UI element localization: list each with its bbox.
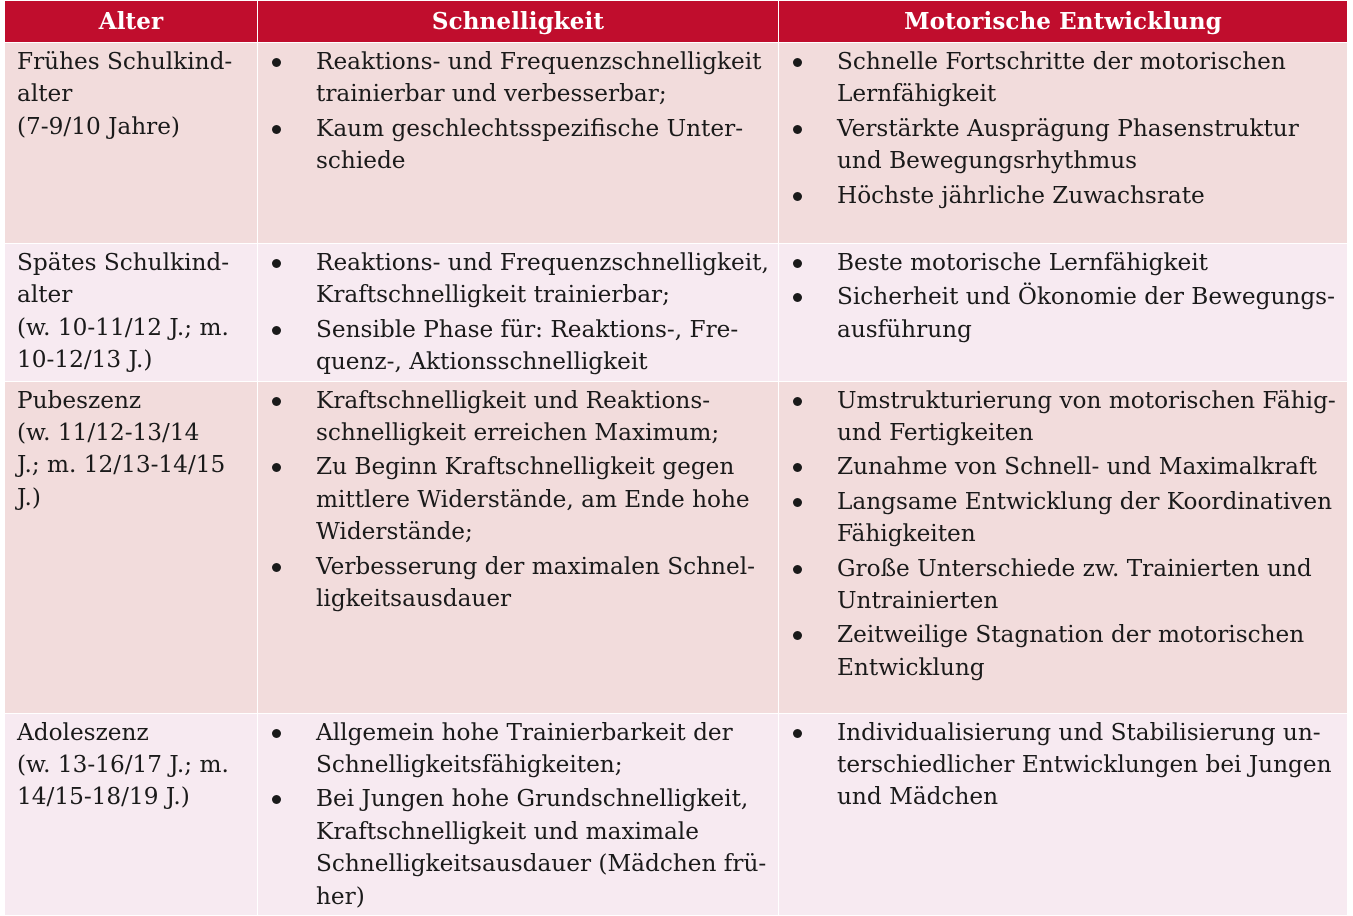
header-age: Alter bbox=[5, 1, 258, 43]
header-motor-development: Motorische Entwicklung bbox=[779, 1, 1348, 43]
list-item bbox=[793, 46, 1343, 111]
bullet-icon bbox=[793, 293, 802, 302]
speed-list bbox=[272, 46, 774, 178]
age-cell bbox=[5, 244, 258, 382]
header-speed: Schnelligkeit bbox=[258, 1, 779, 43]
bullet-icon bbox=[793, 58, 802, 67]
development-table bbox=[4, 0, 1348, 916]
list-item-text: Individualisierung und Stabilisierung unterschiedlicher Entwicklungen bei Jungen und Mädchen bbox=[837, 718, 1332, 811]
motor-list bbox=[793, 46, 1343, 212]
list-item bbox=[272, 551, 774, 616]
age-line: (w. 11/12-13/14 bbox=[17, 419, 200, 447]
bullet-icon bbox=[793, 463, 802, 472]
list-item-text: Große Unterschiede zw. Trainierten und Untrainierten bbox=[837, 554, 1312, 615]
age-cell bbox=[5, 43, 258, 244]
list-item-text: Beste motorische Lernfähigkeit bbox=[837, 249, 1208, 276]
table-header-row bbox=[5, 1, 1348, 43]
age-cell bbox=[5, 713, 258, 915]
list-item bbox=[793, 553, 1343, 618]
list-item-text: Umstrukturierung von motorischen Fähig- und Fertigkeiten bbox=[837, 386, 1336, 447]
bullet-icon bbox=[272, 58, 281, 67]
list-item-text: Reaktions- und Frequenzschnelligkeit, Kraftschnelligkeit trainierbar; bbox=[316, 249, 769, 309]
speed-list bbox=[272, 247, 774, 379]
list-item-text: Allgemein hohe Trainierbarkeit der Schnelligkeitsfähigkeiten; bbox=[316, 718, 733, 779]
speed-cell bbox=[258, 713, 779, 915]
age-line: Pubeszenz bbox=[17, 386, 142, 414]
list-item-text: Bei Jungen hohe Grundschnelligkeit, Kraftschnelligkeit und maximale Schnelligkeitsausdauer (Mädchen früher) bbox=[316, 785, 767, 910]
bullet-icon bbox=[272, 795, 281, 804]
list-item-text: Kraftschnelligkeit und Reaktionsschnelligkeit erreichen Maximum; bbox=[316, 386, 720, 447]
list-item-text: Zu Beginn Kraftschnelligkeit gegen mittlere Widerstände, am Ende hohe Widerstände; bbox=[316, 453, 750, 546]
age-line: (7-9/10 Jahre) bbox=[17, 112, 180, 140]
list-item bbox=[793, 717, 1343, 814]
motor-cell bbox=[779, 43, 1348, 244]
bullet-icon bbox=[272, 397, 281, 406]
list-item-text: Reaktions- und Frequenzschnelligkeit trainierbar und verbesserbar; bbox=[316, 48, 762, 108]
motor-cell bbox=[779, 381, 1348, 713]
list-item bbox=[793, 619, 1343, 684]
list-item bbox=[272, 46, 774, 111]
age-line: (w. 13-16/17 J.; m. bbox=[17, 751, 229, 779]
table-row bbox=[5, 244, 1348, 382]
list-item bbox=[272, 113, 774, 178]
bullet-icon bbox=[793, 192, 802, 201]
list-item-text: Kaum geschlechtsspezifische Unterschiede bbox=[316, 114, 744, 175]
motor-cell bbox=[779, 244, 1348, 382]
list-item-text: Schnelle Fortschritte der motorischen Lernfähigkeit bbox=[837, 48, 1286, 108]
list-item bbox=[793, 486, 1343, 551]
list-item-text: Sensible Phase für: Reaktions-, Frequenz-, Aktionsschnelligkeit bbox=[316, 315, 739, 376]
speed-cell bbox=[258, 244, 779, 382]
bullet-icon bbox=[272, 326, 281, 335]
list-item bbox=[793, 180, 1343, 212]
list-item bbox=[272, 451, 774, 548]
motor-cell bbox=[779, 713, 1348, 915]
age-line: J.) bbox=[17, 483, 41, 511]
age-line: Frühes Schulkind- bbox=[17, 48, 233, 75]
list-item-text: Verstärkte Ausprägung Phasenstruktur und Bewegungsrhythmus bbox=[837, 114, 1299, 175]
list-item bbox=[793, 113, 1343, 178]
table-row bbox=[5, 43, 1348, 244]
age-line: Spätes Schulkind- bbox=[17, 249, 230, 276]
speed-list bbox=[272, 717, 774, 913]
list-item bbox=[793, 281, 1343, 346]
table-row bbox=[5, 381, 1348, 713]
list-item bbox=[272, 783, 774, 913]
list-item-text: Verbesserung der maximalen Schnelligkeitsausdauer bbox=[316, 552, 755, 613]
bullet-icon bbox=[793, 259, 802, 268]
speed-cell bbox=[258, 43, 779, 244]
bullet-icon bbox=[272, 125, 281, 134]
list-item bbox=[272, 385, 774, 450]
bullet-icon bbox=[793, 565, 802, 574]
bullet-icon bbox=[793, 397, 802, 406]
age-line: alter bbox=[17, 80, 73, 108]
list-item bbox=[793, 247, 1343, 279]
list-item bbox=[793, 451, 1343, 483]
list-item bbox=[272, 314, 774, 379]
age-line: 10-12/13 J.) bbox=[17, 346, 153, 374]
bullet-icon bbox=[272, 729, 281, 738]
age-line: alter bbox=[17, 281, 73, 309]
list-item bbox=[272, 717, 774, 782]
speed-cell bbox=[258, 381, 779, 713]
bullet-icon bbox=[272, 563, 281, 572]
list-item bbox=[793, 385, 1343, 450]
list-item-text: Zunahme von Schnell- und Maximalkraft bbox=[837, 453, 1317, 481]
age-cell bbox=[5, 381, 258, 713]
age-line: Adoleszenz bbox=[17, 718, 149, 746]
list-item-text: Langsame Entwicklung der Koordinativen Fähigkeiten bbox=[837, 487, 1333, 548]
age-line: 14/15-18/19 J.) bbox=[17, 783, 190, 811]
bullet-icon bbox=[272, 259, 281, 268]
bullet-icon bbox=[793, 125, 802, 134]
bullet-icon bbox=[272, 463, 281, 472]
list-item bbox=[272, 247, 774, 312]
bullet-icon bbox=[793, 631, 802, 640]
motor-list bbox=[793, 717, 1343, 814]
bullet-icon bbox=[793, 729, 802, 738]
motor-list bbox=[793, 247, 1343, 346]
bullet-icon bbox=[793, 498, 802, 507]
speed-list bbox=[272, 385, 774, 616]
table-row bbox=[5, 713, 1348, 915]
list-item-text: Sicherheit und Ökonomie der Bewegungsausführung bbox=[837, 283, 1335, 343]
age-line: J.; m. 12/13-14/15 bbox=[17, 451, 226, 479]
list-item-text: Zeitweilige Stagnation der motorischen Entwicklung bbox=[837, 621, 1305, 681]
age-line: (w. 10-11/12 J.; m. bbox=[17, 313, 229, 341]
motor-list bbox=[793, 385, 1343, 685]
list-item-text: Höchste jährliche Zuwachsrate bbox=[837, 181, 1205, 209]
